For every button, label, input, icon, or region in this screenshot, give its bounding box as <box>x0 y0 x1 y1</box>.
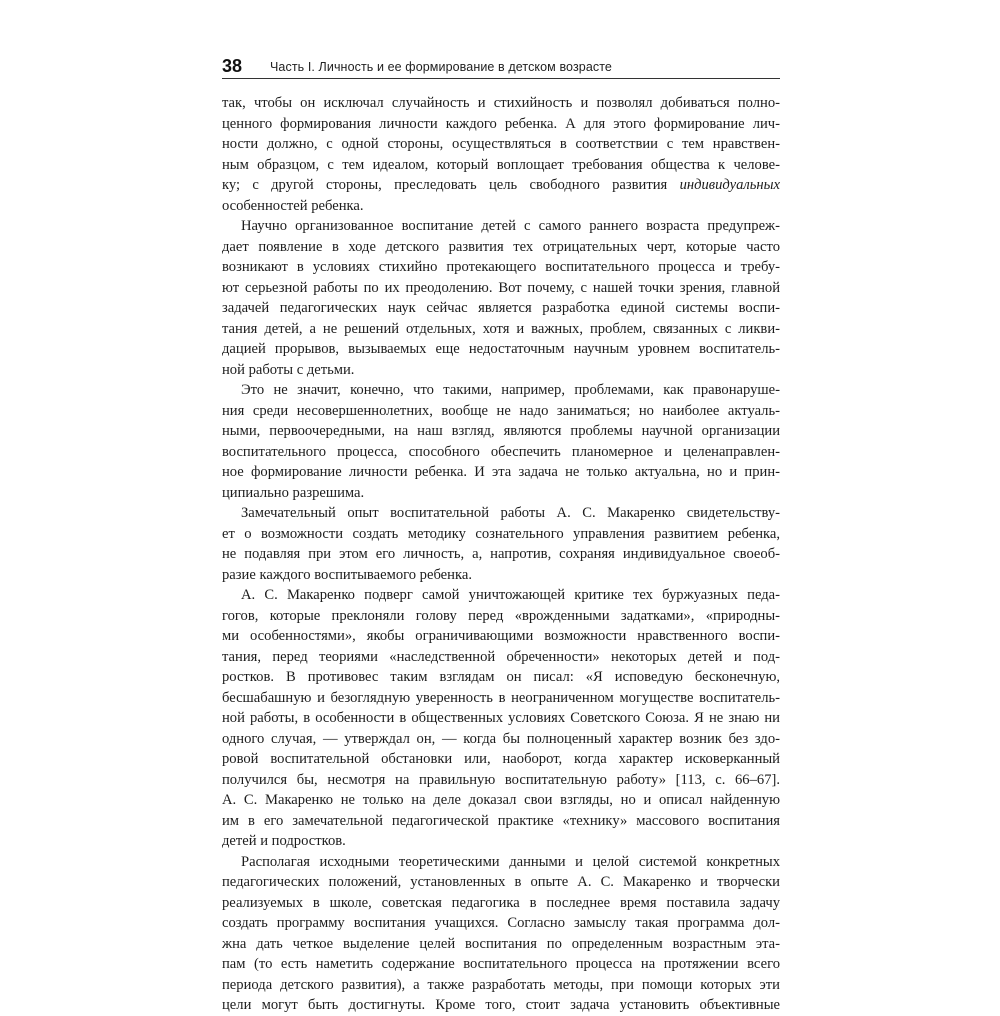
text-line: ной работы с детьми. <box>222 361 355 378</box>
text-line: особенностей ребенка. <box>222 197 364 214</box>
text-line: не подавляя при этом его личность, а, напротив, сохраняя индивидуальное своеоб- <box>222 546 780 562</box>
text-line: цели могут быть достигнуты. Кроме того, стоит задача установить объективные <box>222 997 780 1013</box>
emphasized-word: индивидуальных <box>679 177 780 193</box>
text-line: детей и подростков. <box>222 833 346 849</box>
text-line: бесшабашную и безоглядную уверенность в неограниченном могуществе воспитатель- <box>222 689 780 706</box>
text-line: ности должно, с одной стороны, осуществляться в соответствии с тем нравствен- <box>222 136 780 152</box>
text-line: ципиально разрешима. <box>222 484 365 501</box>
text-line: гогов, которые преклоняли голову перед «врожденными задатками», «природны- <box>222 607 780 624</box>
book-page <box>222 52 780 1016</box>
text-line: так, чтобы он исключал случайность и стихийность и позволял добиваться полно- <box>222 95 780 111</box>
text-line: периода детского развития), а также разработать методы, при помощи которых эти <box>222 976 780 993</box>
text-line: реализуемых в школе, советская педагогика в последнее время поставила задачу <box>222 894 780 911</box>
text-line: воспитательного процесса, способного обеспечить планомерное и целенаправлен- <box>222 443 780 460</box>
text-line: ное формирование личности ребенка. И эта задача не только актуальна, но и прин- <box>222 464 780 480</box>
paragraph-2 <box>222 216 780 380</box>
text-line: дацией прорывов, вызываемых еще недостаточным научным уровнем воспитатель- <box>222 341 780 357</box>
text-line: одного случая, — утверждал он, — когда бы полноценный характер возник без здо- <box>222 730 780 747</box>
text-line: ростков. В противовес таким взглядам он писал: «Я исповедую бесконечную, <box>222 669 780 685</box>
text-line: ровой воспитательной обстановки или, наоборот, когда характер исковерканный <box>222 751 780 767</box>
text-line: А. С. Макаренко не только на деле доказал свои взгляды, но и описал найденную <box>222 792 780 808</box>
text-line: Это не значит, конечно, что такими, например, проблемами, как правонаруше- <box>241 382 780 398</box>
body-text <box>222 93 780 1016</box>
text-line: разие каждого воспитываемого ребенка. <box>222 566 472 583</box>
paragraph-5 <box>222 585 780 852</box>
text-line: дает появление в ходе детского развития тех отрицательных черт, которые часто <box>222 238 780 255</box>
text-line: Располагая исходными теоретическими данными и целой системой конкретных <box>241 853 780 870</box>
text-line: Замечательный опыт воспитательной работы А. С. Макаренко свидетельству- <box>241 505 780 521</box>
text-line: ценного формирования личности каждого ребенка. А для этого формирование лич- <box>222 115 780 132</box>
text-line: тания детей, а не решений отдельных, хотя и важных, проблем, связанных с ликви- <box>222 320 780 337</box>
text-line: тания, перед теориями «наследственной обреченности» некоторых детей и под- <box>222 648 780 665</box>
text-line: педагогических положений, установленных в опыте А. С. Макаренко и творчески <box>222 874 780 890</box>
text-line: ми особенностями», якобы ограничивающими возможности нравственного воспи- <box>222 628 780 644</box>
text-fragment: ку; с другой стороны, преследовать цель свободного развития <box>222 177 680 193</box>
text-line-with-emphasis <box>222 175 780 196</box>
page-number: 38 <box>222 56 243 76</box>
chapter-title: Часть I. Личность и ее формирование в детском возрасте <box>270 60 612 74</box>
text-line: ния среди несовершеннолетних, вообще не надо заниматься; но наиболее актуаль- <box>222 402 780 419</box>
text-line: ют серьезной работы по их преодолению. Вот почему, с нашей точки зрения, главной <box>222 279 780 296</box>
paragraph-6 <box>222 852 780 1016</box>
paragraph-3 <box>222 380 780 503</box>
text-line: задачей педагогических наук сейчас является разработка единой системы воспи- <box>222 300 780 316</box>
text-line: им в его замечательной педагогической практике «технику» массового воспитания <box>222 812 780 829</box>
paragraph-1 <box>222 93 780 216</box>
text-line: ет о возможности создать методику сознательного управления развитием ребенка, <box>222 525 780 542</box>
text-line: ным образцом, с тем идеалом, который воплощает требования общества к челове- <box>222 156 780 173</box>
text-line: Научно организованное воспитание детей с самого раннего возраста предупреж- <box>241 218 780 234</box>
paragraph-4 <box>222 503 780 585</box>
text-line: жна дать четкое выделение целей воспитания по определенным возрастным эта- <box>222 935 780 952</box>
text-line: создать программу воспитания учащихся. Согласно замыслу такая программа дол- <box>222 915 780 931</box>
text-line: получился бы, несмотря на правильную воспитательную работу» [113, с. 66–67]. <box>222 771 780 788</box>
text-line: возникают в условиях стихийно протекающего воспитательного процесса и требу- <box>222 259 780 275</box>
running-header <box>222 52 780 79</box>
text-line: пам (то есть наметить содержание воспитательного процесса на протяжении всего <box>222 956 780 972</box>
text-line: ными, первоочередными, на наш взгляд, являются проблемы научной организации <box>222 423 780 439</box>
text-line: А. С. Макаренко подверг самой уничтожающей критике тех буржуазных педа- <box>241 587 780 603</box>
text-line: ной работы, в особенности в общественных условиях Советского Союза. Я не знаю ни <box>222 710 780 726</box>
